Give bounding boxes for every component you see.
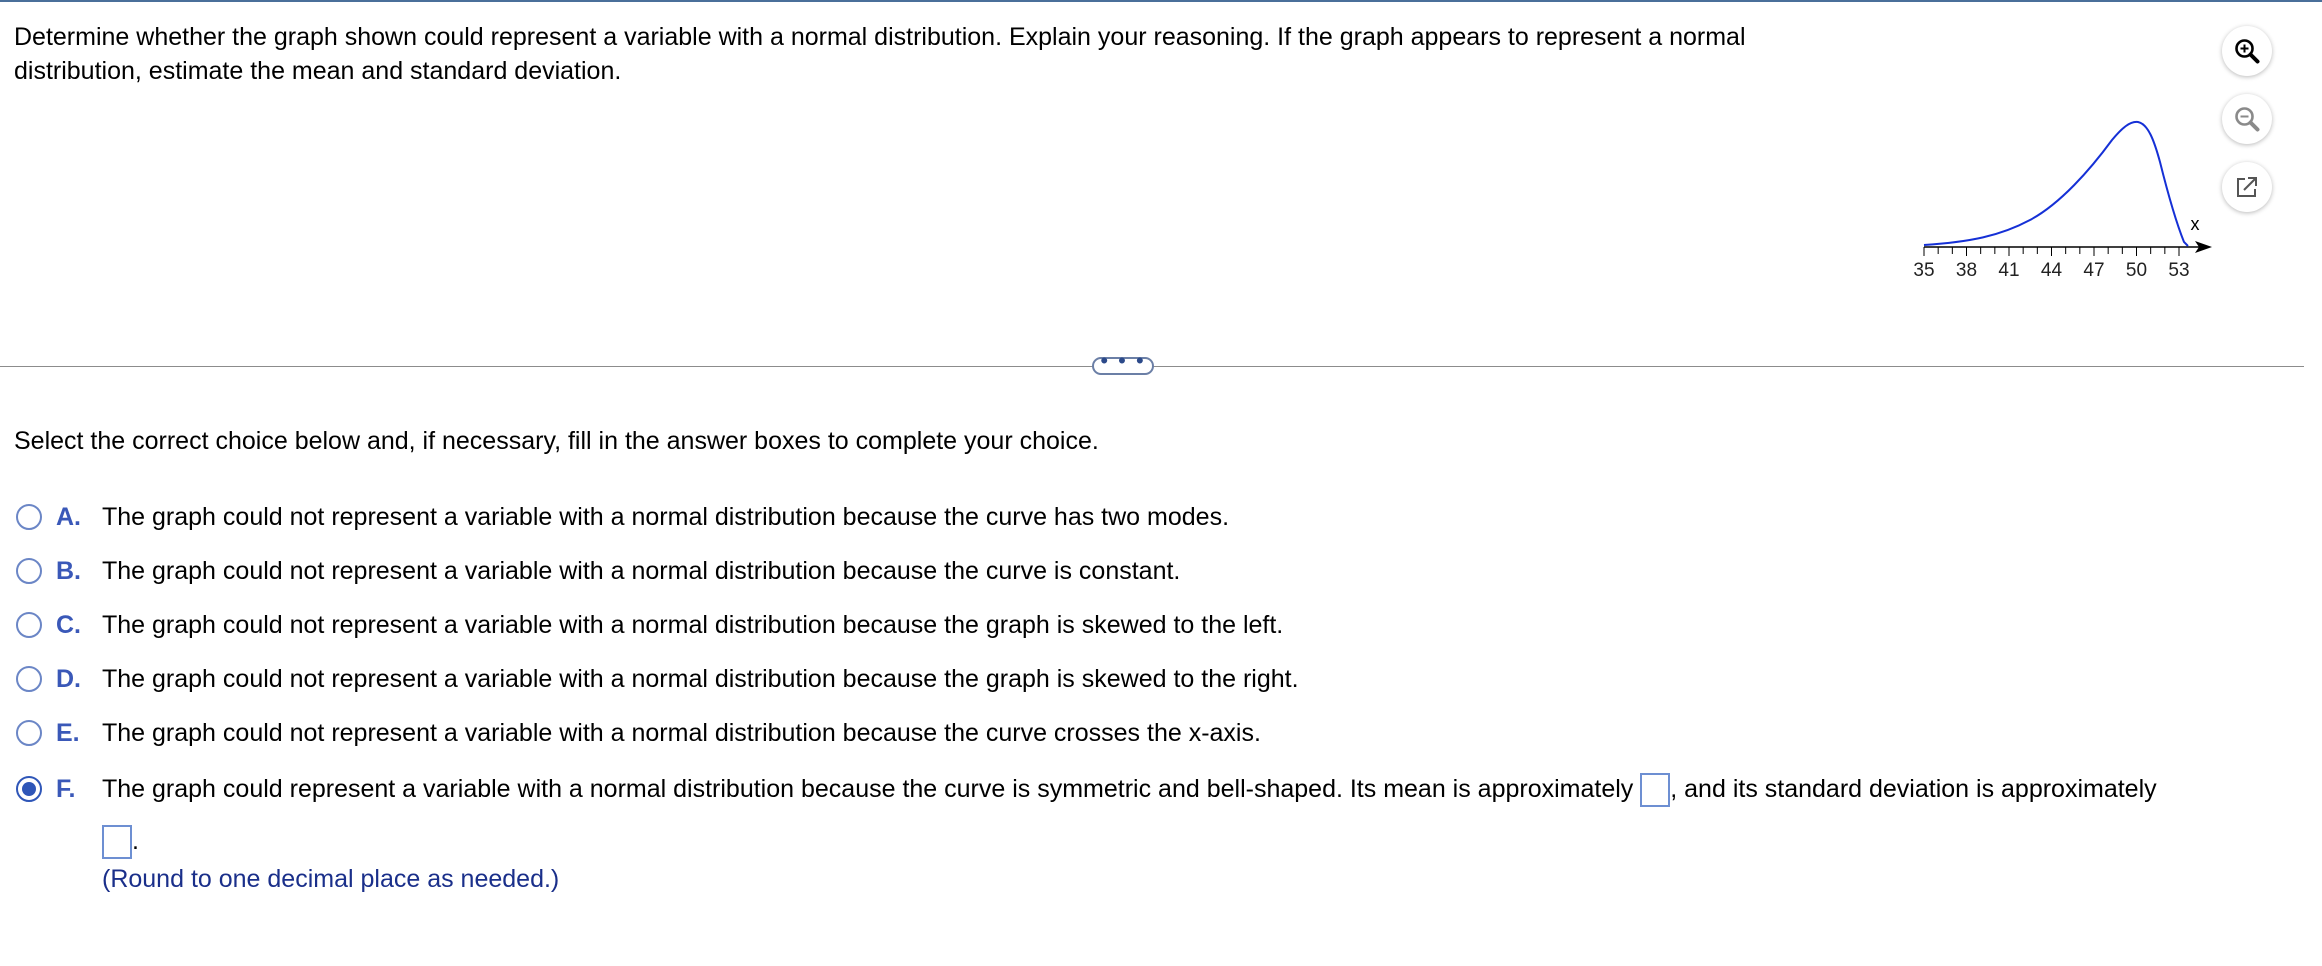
choice-a-text: The graph could not represent a variable with a normal distribution because the curve has two modes. — [102, 503, 1230, 531]
instruction-text: Select the correct choice below and, if necessary, fill in the answer boxes to complete your choice. — [14, 427, 1099, 455]
expand-ellipsis-button[interactable] — [1092, 348, 1154, 375]
axis-ticks — [1924, 247, 2179, 256]
choice-c-text: The graph could not represent a variable with a normal distribution because the graph is skewed to the left. — [102, 611, 1284, 639]
radio-choice-b[interactable] — [16, 558, 42, 584]
choice-d-text: The graph could not represent a variable with a normal distribution because the graph is skewed to the right. — [102, 665, 1299, 693]
choice-a-letter: A. — [56, 503, 81, 531]
choice-e-letter: E. — [56, 719, 80, 747]
ellipsis-label: • • • — [1100, 348, 1146, 373]
sd-answer-box[interactable] — [102, 825, 132, 859]
mean-answer-box[interactable] — [1640, 773, 1670, 807]
radio-choice-a[interactable] — [16, 504, 42, 530]
choice-e-text: The graph could not represent a variable with a normal distribution because the curve crosses the x-axis. — [102, 719, 1261, 747]
choice-f-text-part2: , and its standard deviation is approximately — [1670, 775, 2157, 803]
axis-tick-label: 47 — [2083, 260, 2105, 281]
choice-f-text-line2 — [102, 824, 139, 859]
axis-tick-label: 44 — [2040, 260, 2063, 281]
x-axis-label: x — [2190, 214, 2200, 234]
radio-choice-e[interactable] — [16, 720, 42, 746]
axis-tick-label: 35 — [1913, 260, 1935, 281]
axis-tick-label: 38 — [1955, 260, 1978, 281]
top-rule — [0, 0, 2322, 2]
choice-d-letter: D. — [56, 665, 81, 693]
zoom-in-button[interactable] — [2222, 26, 2272, 76]
choice-f-letter: F. — [56, 775, 76, 803]
axis-tick-label: 50 — [2125, 260, 2148, 281]
radio-choice-c[interactable] — [16, 612, 42, 638]
distribution-graph — [1900, 100, 2240, 305]
distribution-curve — [1924, 122, 2188, 246]
rounding-hint: (Round to one decimal place as needed.) — [102, 865, 560, 893]
axis-tick-label: 41 — [1998, 260, 2020, 281]
radio-choice-f[interactable] — [16, 776, 42, 802]
choice-f-text — [102, 772, 2157, 807]
axis-tick-label: 53 — [2168, 260, 2190, 281]
axis-tick-labels — [1913, 260, 2189, 281]
choice-f-text-part1: The graph could represent a variable with a normal distribution because the curve is symmetric and bell-shaped. Its mean is approximately — [102, 775, 1634, 803]
question-text: Determine whether the graph shown could represent a variable with a normal distribution. Explain your reasoning. If the graph appears to represent a normal distribution, estimate the mean and standard deviation. — [14, 23, 1746, 85]
zoom-in-icon — [2232, 36, 2262, 66]
choice-b-letter: B. — [56, 557, 81, 585]
choice-c-letter: C. — [56, 611, 81, 639]
distribution-graph-svg — [1900, 100, 2240, 300]
choice-b-text: The graph could not represent a variable with a normal distribution because the curve is constant. — [102, 557, 1181, 585]
radio-choice-d[interactable] — [16, 666, 42, 692]
choice-f-text-part3: . — [132, 827, 139, 855]
